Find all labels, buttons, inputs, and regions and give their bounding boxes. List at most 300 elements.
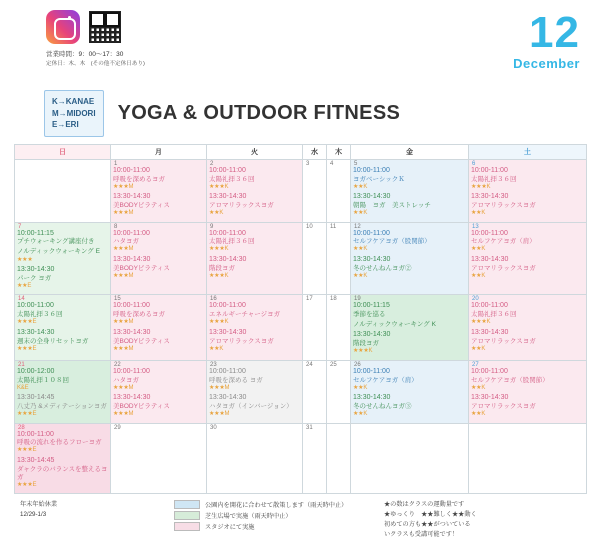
qr-code-icon[interactable] <box>88 10 122 44</box>
calendar-table <box>14 144 587 495</box>
class-event[interactable] <box>113 368 204 392</box>
month-number: 12 <box>529 8 580 57</box>
event-name: 季節を巡る <box>353 311 386 319</box>
event-name: 週末の全身リセットヨガ <box>17 337 89 345</box>
day-number: 6 <box>472 160 476 167</box>
event-time: 10:00-11:00 <box>209 367 246 375</box>
calendar-day-cell[interactable] <box>327 423 351 494</box>
event-name: ダャクラのバランスを整えるヨガ <box>17 465 108 481</box>
day-number: 16 <box>210 296 217 303</box>
event-intensity-tag: ★★★M <box>113 411 134 418</box>
weekday-tue: 火 <box>207 144 303 159</box>
day-events <box>327 302 350 304</box>
note-line-3: 初めての方も★★がついている <box>384 521 471 529</box>
weekday-mon: 月 <box>111 144 207 159</box>
instagram-icon[interactable] <box>46 10 80 44</box>
event-name: ハタヨガ <box>113 238 139 246</box>
event-time: 10:00-11:00 <box>113 367 150 375</box>
weekday-fri: 金 <box>351 144 469 159</box>
event-intensity-tag: ★★★M <box>209 384 230 391</box>
event-name: パーク ヨガ <box>17 274 52 282</box>
day-number: 15 <box>114 296 121 303</box>
class-event[interactable] <box>471 394 584 418</box>
event-name: 呼吸を深めるヨガ <box>113 311 165 319</box>
day-number: 29 <box>114 424 121 431</box>
class-event[interactable] <box>113 394 204 418</box>
event-time: 13:30-14:30 <box>471 193 509 201</box>
calendar-day-cell[interactable] <box>327 295 351 360</box>
day-events <box>303 230 326 232</box>
day-events <box>111 230 206 285</box>
calendar-day-cell[interactable] <box>15 423 111 494</box>
event-intensity-tag: ★★★M <box>113 210 134 217</box>
month-block <box>513 8 580 71</box>
event-intensity-tag: ★★★K <box>209 319 229 326</box>
class-event[interactable] <box>17 230 108 247</box>
day-number: 5 <box>354 160 358 167</box>
note-line-2: ★ゆっくり ★★難しく★★動く <box>384 511 477 519</box>
event-time: 13:30-14:30 <box>209 394 247 402</box>
calendar-day-cell[interactable] <box>15 295 111 360</box>
calendar-day-cell[interactable] <box>111 159 207 222</box>
event-intensity-tag: ★★★K <box>471 183 491 190</box>
event-time: 13:30-14:30 <box>113 328 151 336</box>
event-intensity-tag: ★★★ <box>17 256 33 263</box>
event-name: 太陽礼拝３６回 <box>17 311 63 319</box>
day-events <box>327 230 350 232</box>
event-time: 10:00-11:00 <box>209 229 246 237</box>
class-event[interactable] <box>17 394 108 418</box>
legend-text: 公園内を開花に合わせて散策します（雨天時中止） <box>205 502 348 510</box>
calendar-day-cell[interactable] <box>469 159 587 222</box>
instructor-m: M→MIDORI <box>52 108 96 118</box>
day-number: 7 <box>18 223 22 230</box>
class-event[interactable] <box>353 230 466 254</box>
class-event[interactable] <box>209 302 300 326</box>
calendar-day-cell[interactable] <box>327 222 351 295</box>
event-time: 13:30-14:30 <box>353 193 391 201</box>
day-events <box>303 167 326 169</box>
class-event[interactable] <box>113 230 204 254</box>
calendar-day-cell[interactable] <box>327 360 351 423</box>
day-events <box>327 368 350 370</box>
event-intensity-tag: ★★K <box>209 210 224 217</box>
logo-row <box>14 10 586 44</box>
event-time: 13:30-14:30 <box>113 193 151 201</box>
calendar-day-cell[interactable] <box>111 423 207 494</box>
calendar-day-cell[interactable] <box>207 222 303 295</box>
class-event[interactable] <box>113 167 204 191</box>
day-events <box>207 230 302 285</box>
event-time: 13:30-14:30 <box>113 255 151 263</box>
class-event[interactable] <box>471 329 584 353</box>
day-events <box>15 161 110 163</box>
day-number: 18 <box>330 296 337 303</box>
event-time: 13:30-14:30 <box>209 193 247 201</box>
calendar-week-row <box>15 159 587 222</box>
calendar-week-row <box>15 222 587 295</box>
day-events <box>469 167 586 222</box>
calendar-day-cell[interactable] <box>351 423 469 494</box>
class-event[interactable] <box>17 302 108 326</box>
calendar-week-row <box>15 423 587 494</box>
event-intensity-tag: ★★★E <box>17 319 37 326</box>
class-event[interactable] <box>209 193 300 217</box>
day-number: 11 <box>330 223 337 230</box>
event-time: 10:00-11:00 <box>17 302 54 310</box>
day-number: 21 <box>18 361 25 368</box>
event-intensity-tag: ★★★M <box>113 272 134 279</box>
holiday-notice <box>14 500 164 520</box>
event-intensity-tag: ★★K <box>353 272 368 279</box>
calendar-day-cell[interactable] <box>207 295 303 360</box>
intensity-note <box>384 500 574 540</box>
class-event[interactable] <box>17 248 108 264</box>
event-time: 10:00-11:00 <box>471 367 508 375</box>
legend-swatch-outdoor-park <box>174 500 200 509</box>
event-name: 太陽礼拝３６回 <box>471 175 517 183</box>
event-name: アロマリラックスヨガ <box>209 337 274 345</box>
day-number: 31 <box>306 424 313 431</box>
day-number: 13 <box>472 223 479 230</box>
class-event[interactable] <box>353 368 466 392</box>
event-intensity-tag: ★★K <box>353 384 368 391</box>
calendar-day-cell[interactable] <box>303 423 327 494</box>
event-intensity-tag: ★★★M <box>113 246 134 253</box>
event-intensity-tag: ★★★K <box>209 272 229 279</box>
event-name: 太陽礼拝１０８回 <box>17 376 69 384</box>
event-intensity-tag: ★★★M <box>209 411 230 418</box>
holiday-label: 年末年始休業 <box>20 501 58 509</box>
legend-text: スタジオにて実施 <box>205 524 255 532</box>
event-time: 13:30-14:30 <box>471 255 509 263</box>
event-name: プチウォーキング講座付き <box>17 238 95 246</box>
day-number: 8 <box>114 223 118 230</box>
event-name: 階段ヨガ <box>209 264 235 272</box>
day-number: 3 <box>306 160 310 167</box>
legend-text: 芝生広場で実施（雨天時中止） <box>205 513 292 521</box>
event-intensity-tag: ★★★E <box>17 345 37 352</box>
legend-swatch-lawn <box>174 511 200 520</box>
calendar-day-cell[interactable] <box>351 159 469 222</box>
event-intensity-tag: ★★K <box>471 246 486 253</box>
day-number: 25 <box>330 361 337 368</box>
day-events <box>351 368 468 423</box>
day-number: 4 <box>330 160 334 167</box>
day-number: 12 <box>354 223 361 230</box>
class-event[interactable] <box>113 256 204 280</box>
event-time: 10:00-11:00 <box>353 229 390 237</box>
class-event[interactable] <box>209 329 300 353</box>
legend-item <box>174 522 374 531</box>
event-intensity-tag: ★★K <box>353 411 368 418</box>
event-name: 美BODYピラティス <box>113 264 170 272</box>
day-events <box>15 431 110 494</box>
calendar-day-cell[interactable] <box>351 222 469 295</box>
hours-line-2: 定休日：木、木 (その他不定休日あり) <box>46 60 145 67</box>
day-events <box>351 230 468 285</box>
calendar-day-cell[interactable] <box>207 423 303 494</box>
calendar-day-cell[interactable] <box>351 295 469 360</box>
event-intensity-tag: ★★K <box>209 345 224 352</box>
class-event[interactable] <box>471 167 584 191</box>
instructor-k: K→KANAE <box>52 97 95 106</box>
calendar-day-cell[interactable] <box>303 295 327 360</box>
event-name: ヨガベーシックＫ <box>353 175 405 183</box>
event-time: 13:30-14:30 <box>353 394 391 402</box>
event-intensity-tag: ★★K <box>353 210 368 217</box>
event-name: エネルギーチャージヨガ <box>209 311 281 319</box>
event-time: 13:30-14:30 <box>17 266 55 274</box>
event-time: 10:00-11:00 <box>209 166 246 174</box>
class-event[interactable] <box>353 167 466 191</box>
event-time: 10:00-11:00 <box>209 302 246 310</box>
weekday-wed: 水 <box>303 144 327 159</box>
day-events <box>303 302 326 304</box>
day-events <box>15 230 110 295</box>
calendar-day-cell[interactable] <box>469 423 587 494</box>
weekday-thu: 木 <box>327 144 351 159</box>
event-name: ノルディックウォーキング E <box>17 248 100 256</box>
event-name: 八丈乃 &メディテーションヨガ <box>17 402 107 410</box>
class-event[interactable] <box>353 256 466 280</box>
class-event[interactable] <box>209 256 300 280</box>
calendar-day-cell[interactable] <box>303 222 327 295</box>
event-name: セルフケアヨガ（肩） <box>353 376 418 384</box>
event-time: 13:30-14:30 <box>471 328 509 336</box>
event-time: 10:00-11:00 <box>353 166 390 174</box>
weekday-sun: 日 <box>15 144 111 159</box>
class-event[interactable] <box>113 193 204 217</box>
event-time: 13:30-14:30 <box>113 394 151 402</box>
class-event[interactable] <box>113 329 204 353</box>
event-intensity-tag: ★★K <box>471 345 486 352</box>
weekday-sat: 土 <box>469 144 587 159</box>
legend-item <box>174 511 374 520</box>
event-intensity-tag: ★★★E <box>17 447 37 454</box>
calendar-day-cell[interactable] <box>15 360 111 423</box>
title-row <box>14 90 586 137</box>
event-name: 美BODYピラティス <box>113 402 170 410</box>
event-time: 13:30-14:30 <box>209 328 247 336</box>
event-time: 13:30-14:30 <box>209 255 247 263</box>
event-intensity-tag: ★★★K <box>471 319 491 326</box>
day-events <box>469 302 586 357</box>
calendar-week-row <box>15 295 587 360</box>
day-events <box>15 302 110 357</box>
event-name: アロマリラックスヨガ <box>471 264 536 272</box>
calendar-day-cell[interactable] <box>303 159 327 222</box>
event-time: 10:00-11:00 <box>113 302 150 310</box>
event-intensity-tag: ★★K <box>353 183 368 190</box>
calendar-day-cell[interactable] <box>111 360 207 423</box>
class-event[interactable] <box>209 394 300 418</box>
event-name: 太陽礼拝３６回 <box>209 238 255 246</box>
event-time: 10:00-11:15 <box>353 302 390 310</box>
day-number: 26 <box>354 361 361 368</box>
event-intensity-tag: ★★★E <box>17 481 37 488</box>
event-time: 13:30-14:30 <box>353 255 391 263</box>
day-events <box>111 368 206 423</box>
calendar-day-cell[interactable] <box>469 360 587 423</box>
instructor-e: E→ERI <box>52 120 79 130</box>
class-event[interactable] <box>353 321 466 329</box>
class-event[interactable] <box>17 368 108 392</box>
event-intensity-tag: ★★★M <box>113 384 134 391</box>
class-event[interactable] <box>471 230 584 254</box>
event-intensity-tag: ★★★M <box>113 183 134 190</box>
event-name: セルフケアヨガ（肩） <box>471 238 536 246</box>
page-title: YOGA & OUTDOOR FITNESS <box>117 101 401 124</box>
event-intensity-tag: ★★★M <box>113 345 134 352</box>
day-number: 28 <box>18 424 25 431</box>
day-number: 27 <box>472 361 479 368</box>
calendar-day-cell[interactable] <box>207 159 303 222</box>
calendar-day-cell[interactable] <box>351 360 469 423</box>
event-time: 10:00-11:00 <box>471 166 508 174</box>
event-time: 10:00-11:00 <box>113 229 150 237</box>
month-name: December <box>513 55 580 71</box>
day-number: 1 <box>114 160 118 167</box>
class-event[interactable] <box>17 457 108 490</box>
day-events <box>303 368 326 370</box>
day-events <box>351 167 468 222</box>
event-time: 10:00-11:00 <box>17 430 54 438</box>
day-number: 22 <box>114 361 121 368</box>
event-name: 太陽礼拝３６回 <box>471 311 517 319</box>
event-name: 呼吸の流れを作るフローヨガ <box>17 439 102 447</box>
event-intensity-tag: ★★E <box>17 282 32 289</box>
day-events <box>469 368 586 423</box>
calendar-day-cell[interactable] <box>469 295 587 360</box>
event-name: アロマリラックスヨガ <box>471 337 536 345</box>
day-events <box>303 431 326 433</box>
event-name: ノルディックウォーキング K <box>353 321 436 329</box>
header <box>14 10 586 88</box>
calendar-day-cell[interactable] <box>15 222 111 295</box>
event-name: 冬のせんねんヨガ③ <box>353 402 412 410</box>
event-intensity-tag: ★★K <box>353 246 368 253</box>
day-number: 9 <box>210 223 214 230</box>
day-events <box>207 431 302 433</box>
event-name: セルフケアヨガ（股関節） <box>353 238 431 246</box>
class-event[interactable] <box>353 394 466 418</box>
class-event[interactable] <box>471 302 584 326</box>
event-time: 10:00-11:00 <box>471 302 508 310</box>
event-intensity-tag: ★★K <box>471 384 486 391</box>
calendar-day-cell[interactable] <box>303 360 327 423</box>
day-events <box>111 302 206 357</box>
hours-line-1: 営業時間：9：00～17：30 <box>46 51 124 58</box>
day-events <box>207 167 302 222</box>
event-time: 10:00-12:00 <box>17 367 55 375</box>
event-time: 13:30-14:30 <box>17 328 55 336</box>
event-time: 13:30-14:45 <box>17 456 55 464</box>
day-number: 20 <box>472 296 479 303</box>
day-number: 30 <box>210 424 217 431</box>
class-event[interactable] <box>353 331 466 355</box>
calendar-day-cell[interactable] <box>207 360 303 423</box>
event-name: 太陽礼拝３６回 <box>209 175 255 183</box>
event-intensity-tag: ★★★K <box>353 348 373 355</box>
event-intensity-tag: ★★K <box>471 210 486 217</box>
event-time: 13:30-14:30 <box>353 331 391 339</box>
instructor-legend <box>44 90 104 137</box>
day-events <box>15 368 110 423</box>
event-time: 10:00-11:00 <box>471 229 508 237</box>
calendar-day-cell[interactable] <box>327 159 351 222</box>
business-hours <box>14 50 586 68</box>
event-intensity-tag: ★★K <box>471 411 486 418</box>
calendar-day-cell[interactable] <box>15 159 111 222</box>
calendar-week-row <box>15 360 587 423</box>
day-events <box>469 425 586 427</box>
event-name: ハタヨガ <box>113 376 139 384</box>
note-line-1: ★の数はクラスの運動量です <box>384 501 465 509</box>
event-intensity-tag: ★★★K <box>209 183 229 190</box>
event-time: 10:00-11:15 <box>17 229 54 237</box>
day-events <box>111 167 206 222</box>
calendar-day-cell[interactable] <box>469 222 587 295</box>
event-name: アロマリラックスヨガ <box>471 402 536 410</box>
event-intensity-tag: ★★★K <box>209 246 229 253</box>
class-event[interactable] <box>209 368 300 392</box>
event-intensity-tag: ★★K <box>471 272 486 279</box>
event-name: 階段ヨガ <box>353 340 379 348</box>
calendar-header-row <box>15 144 587 159</box>
class-event[interactable] <box>113 302 204 326</box>
event-time: 13:30-14:30 <box>471 394 509 402</box>
class-event[interactable] <box>471 368 584 392</box>
event-intensity-tag: ★★★M <box>113 319 134 326</box>
class-event[interactable] <box>209 167 300 191</box>
event-time: 10:00-11:00 <box>353 367 390 375</box>
event-name: アロマリラックスヨガ <box>471 201 536 209</box>
legend-list <box>174 500 374 533</box>
day-number: 17 <box>306 296 313 303</box>
class-event[interactable] <box>17 431 108 455</box>
day-events <box>351 425 468 427</box>
calendar-body <box>15 159 587 494</box>
day-events <box>469 230 586 285</box>
day-events <box>207 302 302 357</box>
event-name: 呼吸を深める ヨガ <box>209 376 263 384</box>
event-time: 10:00-11:00 <box>113 166 150 174</box>
day-events <box>327 425 350 427</box>
day-number: 2 <box>210 160 214 167</box>
class-event[interactable] <box>471 193 584 217</box>
class-event[interactable] <box>353 302 466 319</box>
note-line-4: いクラスも受講可能です！ <box>384 531 459 539</box>
event-name: 呼吸を深めるヨガ <box>113 175 165 183</box>
class-event[interactable] <box>17 266 108 290</box>
day-number: 24 <box>306 361 313 368</box>
calendar-day-cell[interactable] <box>111 222 207 295</box>
day-number: 23 <box>210 361 217 368</box>
legend-swatch-studio <box>174 522 200 531</box>
class-event[interactable] <box>209 230 300 254</box>
holiday-dates: 12/29-1/3 <box>20 511 47 519</box>
day-events <box>111 431 206 433</box>
class-event[interactable] <box>17 329 108 353</box>
event-name: 冬のせんねんヨガ② <box>353 264 412 272</box>
calendar-day-cell[interactable] <box>111 295 207 360</box>
day-events <box>207 368 302 423</box>
event-name: 朝陽 ヨガ 美ストレッチ <box>353 201 431 209</box>
class-event[interactable] <box>471 256 584 280</box>
day-events <box>351 302 468 359</box>
class-event[interactable] <box>353 193 466 217</box>
